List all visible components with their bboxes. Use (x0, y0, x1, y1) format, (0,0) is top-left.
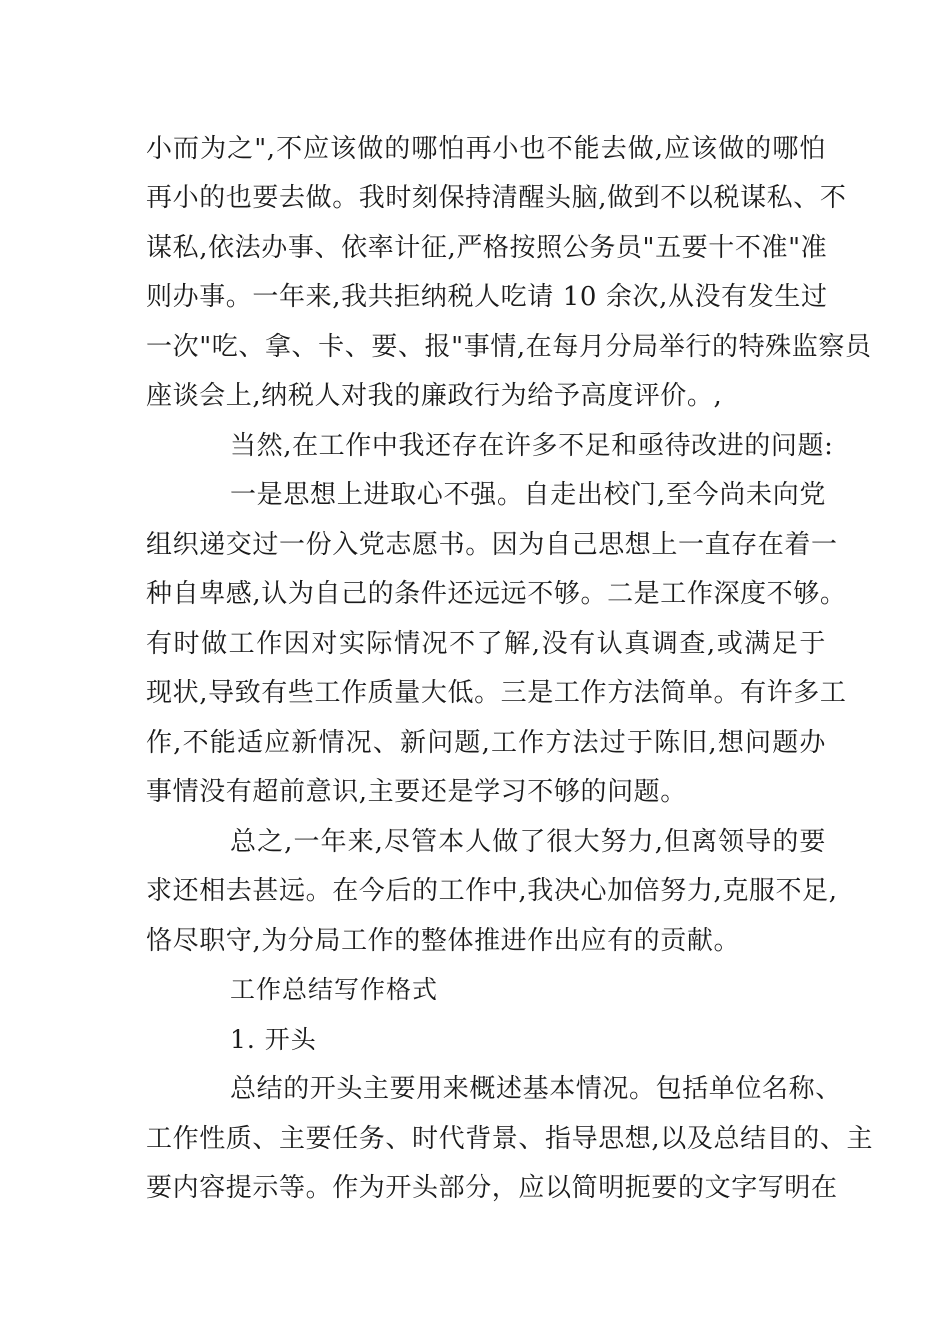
paragraph-line: 总之,一年来,尽管本人做了很大努力,但离领导的要 (230, 827, 826, 857)
paragraph-line: 小而为之",不应该做的哪怕再小也不能去做,应该做的哪怕 (146, 134, 826, 164)
paragraph-line: 要内容提示等。作为开头部分，应以简明扼要的文字写明在 (146, 1173, 838, 1203)
paragraph-line: 谋私,依法办事、依率计征,严格按照公务员"五要十不准"准 (146, 233, 828, 263)
paragraph-line: 种自卑感,认为自己的条件还远远不够。二是工作深度不够。 (146, 579, 847, 609)
paragraph-line: 现状,导致有些工作质量大低。三是工作方法简单。有许多工 (146, 678, 847, 708)
paragraph-line: 工作性质、主要任务、时代背景、指导思想,以及总结目的、主 (146, 1124, 874, 1154)
paragraph-line: 有时做工作因对实际情况不了解,没有认真调查,或满足于 (146, 629, 826, 659)
paragraph-line: 一次"吃、拿、卡、要、报"事情,在每月分局举行的特殊监察员 (146, 332, 872, 362)
section-heading: 工作总结写作格式 (230, 975, 439, 1004)
paragraph-line: 总结的开头主要用来概述基本情况。包括单位名称、 (230, 1074, 842, 1104)
paragraph-line: 再小的也要去做。我时刻保持清醒头脑,做到不以税谋私、不 (146, 183, 847, 213)
paragraph-line: 作,不能适应新情况、新问题,工作方法过于陈旧,想问题办 (146, 728, 826, 758)
paragraph-line: 组织递交过一份入党志愿书。因为自己思想上一直存在着一 (146, 530, 838, 560)
paragraph-line: 一是思想上进取心不强。自走出校门,至今尚未向党 (230, 480, 826, 510)
paragraph-line: 当然,在工作中我还存在许多不足和亟待改进的问题: (230, 431, 834, 461)
paragraph-line: 则办事。一年来,我共拒纳税人吃请 10 余次,从没有发生过 (146, 282, 828, 312)
paragraph-line: 事情没有超前意识,主要还是学习不够的问题。 (146, 777, 687, 807)
paragraph-line: 求还相去甚远。在今后的工作中,我决心加倍努力,克服不足, (146, 876, 838, 906)
paragraph-line: 座谈会上,纳税人对我的廉政行为给予高度评价。, (146, 381, 723, 411)
subsection-heading: 1. 开头 (230, 1025, 317, 1054)
paragraph-line: 恪尽职守,为分局工作的整体推进作出应有的贡献。 (146, 926, 741, 956)
